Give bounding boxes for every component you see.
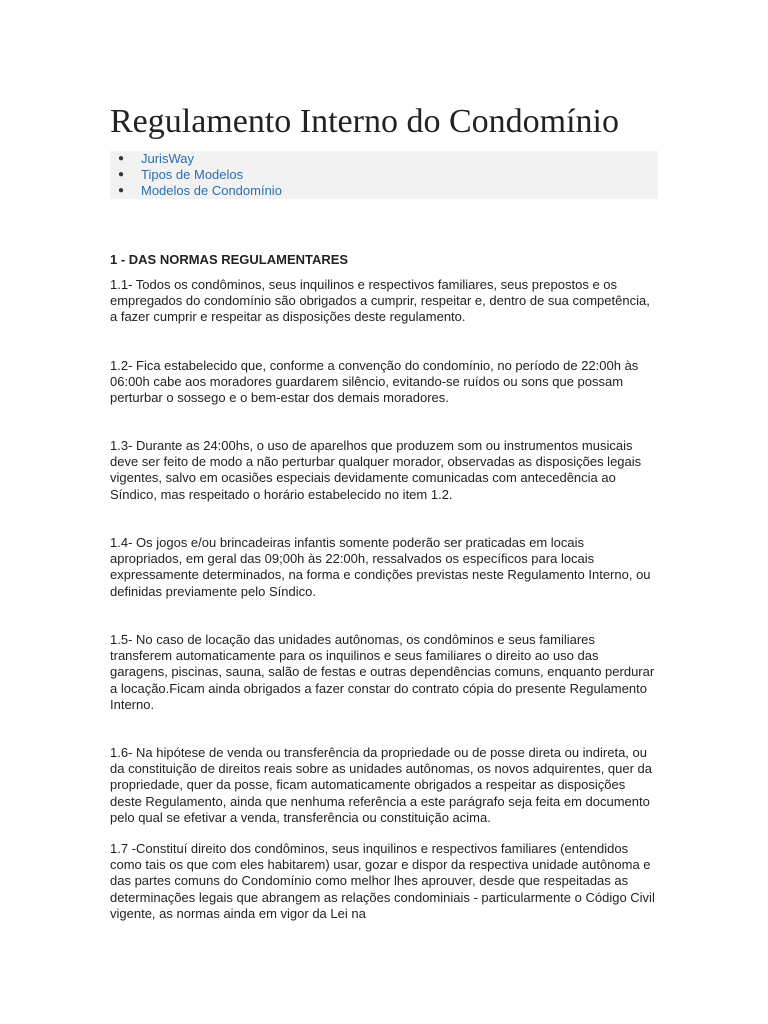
bullet-icon: ● bbox=[118, 153, 125, 164]
paragraph-1-5: 1.5- No caso de locação das unidades autônomas, os condôminos e seus familiares transferem automaticamente para os inquilinos e seus familiares o direito ao uso das garagens, piscinas, sauna, salão de festas e outras dependências comuns, enquanto perdurar a locação.Ficam ainda obrigados a fazer constar do contrato cópia do presente Regulamento Interno. bbox=[110, 632, 655, 712]
paragraph-1-7: 1.7 -Constituí direito dos condôminos, seus inquilinos e respectivos familiares (entendidos como tais os que com eles habitarem) usar, gozar e dispor da respectiva unidade autônoma e das partes comuns do Condomínio como melhor lhes aprouver, desde que respeitadas as determinações legais que abrangem as relações condominiais - particularmente o Código Civil vigente, as normas ainda em vigor da Lei na bbox=[110, 841, 655, 921]
paragraph-1-4: 1.4- Os jogos e/ou brincadeiras infantis somente poderão ser praticadas em locais apropriados, em geral das 09;00h às 22:00h, ressalvados os específicos para locais expressamente determinados, na forma e condições previstas neste Regulamento Interno, ou definidas previamente pelo Síndico. bbox=[110, 535, 651, 599]
breadcrumb-link-tipos-de-modelos[interactable]: Tipos de Modelos bbox=[141, 167, 244, 182]
section-heading: 1 - DAS NORMAS REGULAMENTARES bbox=[110, 252, 349, 267]
breadcrumb-item-tipos-de-modelos bbox=[110, 167, 658, 183]
breadcrumb bbox=[110, 151, 658, 199]
bullet-icon: ● bbox=[118, 185, 125, 196]
breadcrumb-link-modelos-de-condominio[interactable]: Modelos de Condomínio bbox=[141, 183, 282, 198]
paragraph-1-6: 1.6- Na hipótese de venda ou transferência da propriedade ou de posse direta ou indireta, ou da constituição de direitos reais sobre as unidades autônomas, os novos adquirentes, quer da propriedade, quer da posse, ficam automaticamente obrigados a respeitar as disposições deste Regulamento, ainda que nenhuma referência a este parágrafo seja feita em documento pelo qual se efetivar a venda, transferência ou constituição acima. bbox=[110, 745, 653, 825]
paragraph-1-1: 1.1- Todos os condôminos, seus inquilinos e respectivos familiares, seus prepostos e os empregados do condomínio são obrigados a cumprir, respeitar e, dentro de sua competência, a fazer cumprir e respeitar as disposições deste regulamento. bbox=[110, 277, 650, 325]
page-title: Regulamento Interno do Condomínio bbox=[110, 103, 619, 140]
breadcrumb-link-jurisway[interactable]: JurisWay bbox=[141, 151, 194, 166]
paragraph-1-2: 1.2- Fica estabelecido que, conforme a convenção do condomínio, no período de 22:00h às 06:00h cabe aos moradores guardarem silêncio, evitando-se ruídos ou sons que possam perturbar o sossego e o bem-estar dos demais moradores. bbox=[110, 358, 639, 406]
breadcrumb-item-jurisway bbox=[110, 151, 658, 167]
paragraph-1-3: 1.3- Durante as 24:00hs, o uso de aparelhos que produzem som ou instrumentos musicais deve ser feito de modo a não perturbar qualquer morador, observadas as disposições legais vigentes, salvo em ocasiões especiais devidamente comunicadas com antecedência ao Síndico, mas respeitado o horário estabelecido no item 1.2. bbox=[110, 438, 642, 502]
bullet-icon: ● bbox=[118, 169, 125, 180]
breadcrumb-item-modelos-de-condominio bbox=[110, 183, 658, 199]
